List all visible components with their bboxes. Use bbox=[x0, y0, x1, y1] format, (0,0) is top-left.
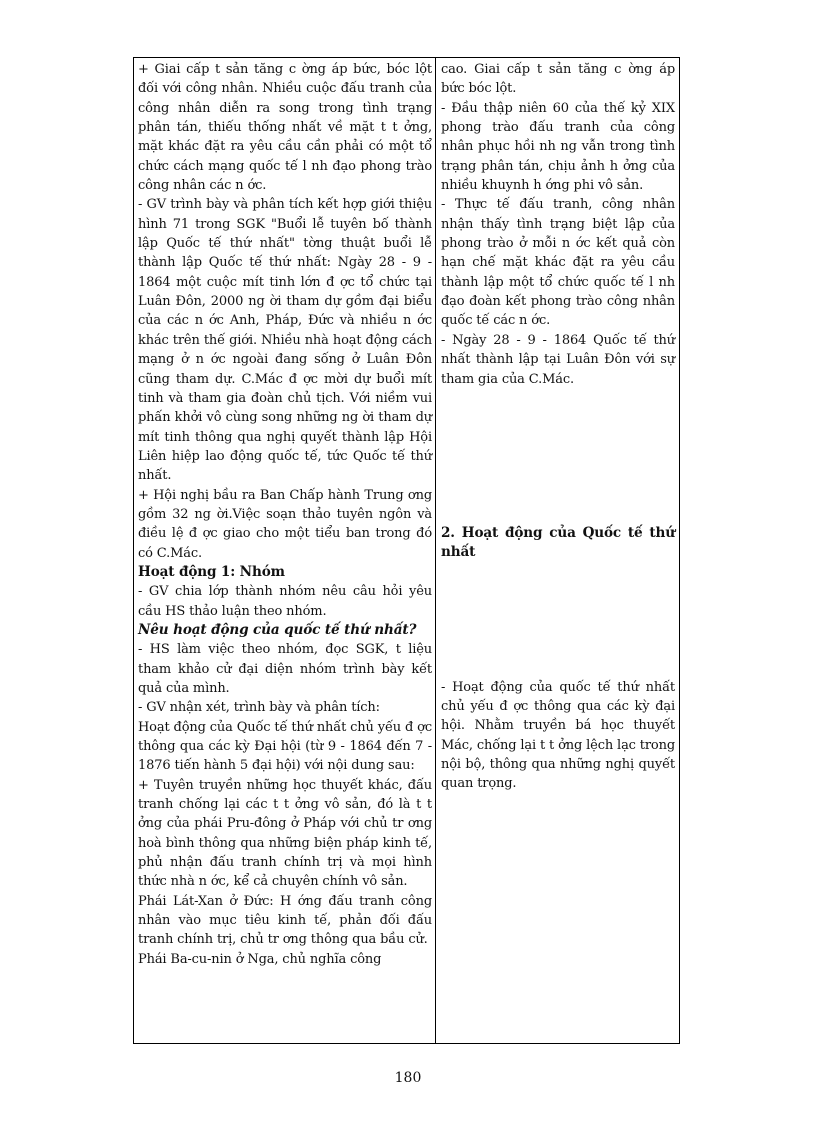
question-text: Nêu hoạt động của quốc tế thứ nhất? bbox=[138, 621, 417, 638]
activity-heading: Hoạt động 1: Nhóm bbox=[138, 563, 285, 580]
right-paragraph-5: - Hoạt động của quốc tế thứ nhất chủ yếu đ ợc thông qua các kỳ đại hội. Nhằm truyền bá học thuyết Mác, chống lại t t ởng lệch lạc trong nội bộ, thông qua những nghị quyết quan trọng. bbox=[441, 679, 675, 792]
left-paragraph-9: Phái Lát-Xan ở Đức: H ớng đấu tranh công nhân vào mục tiêu kinh tế, phản đối đấu tranh chính trị, chủ tr ơng thông qua bầu cử. bbox=[138, 893, 432, 948]
right-paragraph-2: - Đầu thập niên 60 của thế kỷ XIX phong trào đấu tranh của công nhân phục hồi nh ng vẫn trong tình trạng phân tán, chịu ảnh h ởng của nhiều khuynh h ớng phi vô sản. bbox=[441, 100, 675, 194]
left-column bbox=[134, 58, 436, 1043]
left-paragraph-1: + Giai cấp t sản tăng c ờng áp bức, bóc lột đối với công nhân. Nhiều cuộc đấu tranh của công nhân diễn ra song trong tình trạng phân tán, thiếu thống nhất về mặt t t ởng, mặt khác đặt ra yêu cầu cần phải có một tổ chức cách mạng quốc tế l nh đạo phong trào công nhân các n ớc. bbox=[138, 62, 432, 194]
left-paragraph-3: + Hội nghị bầu ra Ban Chấp hành Trung ơng gồm 32 ng ời.Việc soạn thảo tuyên ngôn và điều lệ đ ợc giao cho một tiểu ban trong đó có C.Mác. bbox=[138, 487, 432, 561]
section-heading: 2. Hoạt động của Quốc tế thứ nhất bbox=[441, 524, 675, 561]
left-paragraph-8: + Tuyên truyền những học thuyết khác, đấu tranh chống lại các t t ởng vô sản, đó là t t ởng của phái Pru-đông ở Pháp với chủ tr ơng hoà bình thông qua những biện pháp kinh tế, phủ nhận đấu tranh chính trị và mọi hình thức nhà n ớc, kể cả chuyên chính vô sản. bbox=[138, 777, 432, 890]
right-paragraph-1: cao. Giai cấp t sản tăng c ờng áp bức bóc lột. bbox=[441, 62, 675, 97]
right-paragraph-3: - Thực tế đấu tranh, công nhân nhận thấy tình trạng biệt lập của phong trào ở mỗi n ớc kết quả còn hạn chế mặt khác đặt ra yêu cầu thành lập một tổ chức quốc tế l nh đạo đoàn kết phong trào công nhân quốc tế các n ớc. bbox=[441, 197, 675, 329]
page-number: 180 bbox=[394, 1070, 422, 1086]
left-paragraph-7: Hoạt động của Quốc tế thứ nhất chủ yếu đ ợc thông qua các kỳ Đại hội (từ 9 - 1864 đến 7 - 1876 tiến hành 5 đại hội) với nội dung sau: bbox=[138, 719, 432, 774]
content-table bbox=[133, 57, 680, 1044]
spacer bbox=[441, 389, 675, 524]
left-paragraph-6: - GV nhận xét, trình bày và phân tích: bbox=[138, 700, 380, 716]
left-paragraph-5: - HS làm việc theo nhóm, đọc SGK, t liệu tham khảo cử đại diện nhóm trình bày kết quả của mình. bbox=[138, 642, 432, 696]
right-paragraph-4: - Ngày 28 - 9 - 1864 Quốc tế thứ nhất thành lập tại Luân Đôn với sự tham gia của C.Mác. bbox=[441, 332, 675, 387]
left-paragraph-10: Phái Ba-cu-nin ở Nga, chủ nghĩa công bbox=[138, 951, 382, 967]
left-paragraph-4: - GV chia lớp thành nhóm nêu câu hỏi yêu cầu HS thảo luận theo nhóm. bbox=[138, 584, 432, 619]
spacer bbox=[441, 563, 675, 678]
left-paragraph-2: - GV trình bày và phân tích kết hợp giới thiệu hình 71 trong SGK "Buổi lễ tuyên bố thành lập Quốc tế thứ nhất" tờng thuật buổi lễ thành lập Quốc tế thứ nhất: Ngày 28 - 9 - 1864 một cuộc mít tinh lớn đ ợc tổ chức tại Luân Đôn, 2000 ng ời tham dự gồm đại biểu của các n ớc Anh, Pháp, Đức và nhiều n ớc khác trên thế giới. Nhiều nhà hoạt động cách mạng ở n ớc ngoài đang sống ở Luân Đôn cũng tham dự. C.Mác đ ợc mời dự buổi mít tinh và tham gia đoàn chủ tịch. Với niềm vui phấn khởi vô cùng song những ng ời tham dự mít tinh thông qua nghị quyết thành lập Hội Liên hiệp lao động quốc tế, tức Quốc tế thứ nhất. bbox=[138, 197, 432, 484]
right-column bbox=[436, 58, 679, 1043]
